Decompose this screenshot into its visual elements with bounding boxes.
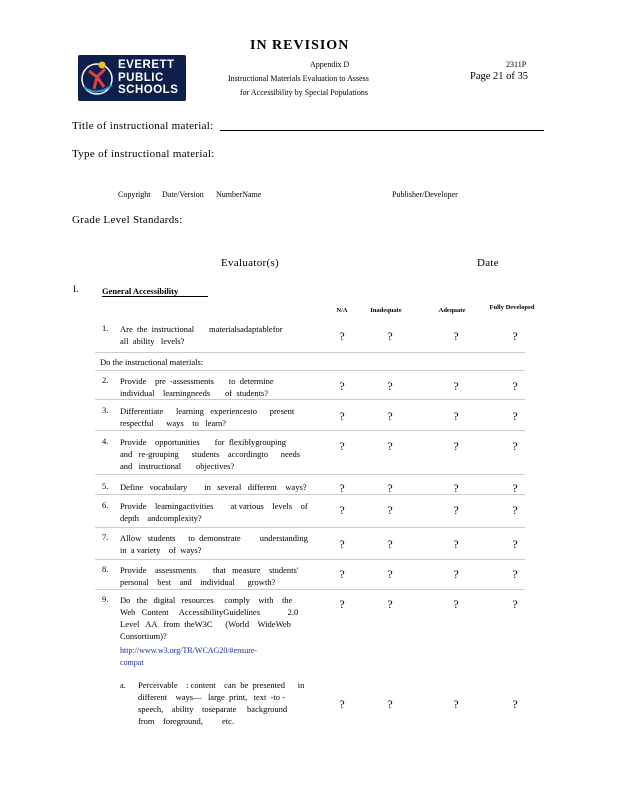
item-number: 6. <box>102 500 109 510</box>
row-divider <box>95 474 525 475</box>
item-number: 2. <box>102 375 109 385</box>
rating-mark[interactable]: ? <box>512 409 518 423</box>
item-text-line: individual learningneeds of students? <box>120 388 269 398</box>
publisher-label: Publisher/Developer <box>392 190 458 199</box>
rating-mark[interactable]: ? <box>387 597 393 611</box>
logo-line-3: SCHOOLS <box>118 84 179 96</box>
date-version-label: Date/Version <box>162 190 204 199</box>
subitem-letter: a. <box>120 680 126 690</box>
item-number: 7. <box>102 532 109 542</box>
rating-mark[interactable]: ? <box>387 537 393 551</box>
rating-mark[interactable]: ? <box>387 567 393 581</box>
row-divider <box>95 559 525 560</box>
item-text-line: Are the instructional materialsadaptablefor <box>120 324 283 334</box>
rating-mark[interactable]: ? <box>339 379 345 393</box>
rating-mark[interactable]: ? <box>339 503 345 517</box>
item-number: 3. <box>102 405 109 415</box>
rating-mark[interactable]: ? <box>512 537 518 551</box>
subitem-text-line: speech, ability toseparate background <box>138 704 288 714</box>
row-divider <box>95 430 525 431</box>
rating-mark[interactable]: ? <box>453 597 459 611</box>
rating-mark[interactable]: ? <box>339 329 345 343</box>
copyright-label: Copyright <box>118 190 151 199</box>
item-text-line: Do the digital resources comply with the <box>120 595 293 605</box>
row-divider <box>95 589 525 590</box>
item-text-line: Consortium)? <box>120 631 167 641</box>
rating-mark[interactable]: ? <box>453 379 459 393</box>
item-text-line: Provide pre -assessments to determine <box>120 376 274 386</box>
rating-mark[interactable]: ? <box>453 537 459 551</box>
rating-mark[interactable]: ? <box>453 329 459 343</box>
rating-mark[interactable]: ? <box>512 439 518 453</box>
subitem-text-line: different ways— large print, text -to - <box>138 692 285 702</box>
rating-mark[interactable]: ? <box>512 379 518 393</box>
item-number: 4. <box>102 436 109 446</box>
item-number: 9. <box>102 594 109 604</box>
section-title: General Accessibility <box>102 286 208 297</box>
title-field[interactable] <box>220 130 544 131</box>
header-line-2: for Accessibility by Special Populations <box>240 88 368 97</box>
col-adequate: Adequate <box>438 307 466 314</box>
rating-mark[interactable]: ? <box>512 503 518 517</box>
header-line-1: Instructional Materials Evaluation to Assess <box>228 74 369 83</box>
rating-mark[interactable]: ? <box>339 439 345 453</box>
rating-mark[interactable]: ? <box>512 567 518 581</box>
rating-mark[interactable]: ? <box>453 481 459 495</box>
rating-mark[interactable]: ? <box>453 439 459 453</box>
subitem-text-line: Perceivable : content can be presented in <box>138 680 305 690</box>
logo-line-2: PUBLIC <box>118 71 164 84</box>
section-numeral: I. <box>73 285 79 295</box>
date-label: Date <box>477 257 499 269</box>
item-text-line: Provide opportunities for flexiblygrouping <box>120 437 286 447</box>
row-divider <box>95 370 525 371</box>
title-label: Title of instructional material: <box>72 120 214 132</box>
district-logo <box>78 55 186 101</box>
star-figure-icon <box>80 57 118 99</box>
rating-mark[interactable]: ? <box>453 567 459 581</box>
logo-line-1: EVERETT <box>118 59 175 71</box>
evaluator-label: Evaluator(s) <box>221 257 279 269</box>
rating-mark[interactable]: ? <box>339 409 345 423</box>
wcag-link[interactable]: compat <box>120 658 144 667</box>
col-inadequate: Inadequate <box>370 307 402 314</box>
item-text-line: and re-grouping students accordingto needs <box>120 449 301 459</box>
rating-mark[interactable]: ? <box>453 503 459 517</box>
rating-mark[interactable]: ? <box>387 481 393 495</box>
subitem-text-line: from foreground, etc. <box>138 716 235 726</box>
wcag-link[interactable]: http://www.w3.org/TR/WCAG20/#ensure- <box>120 646 258 655</box>
rating-mark[interactable]: ? <box>512 329 518 343</box>
col-fully-developed: Fully Developed <box>489 304 535 311</box>
item-number: 5. <box>102 481 109 491</box>
rating-mark[interactable]: ? <box>512 697 518 711</box>
item-text-line: all ability levels? <box>120 336 185 346</box>
item-number: 8. <box>102 564 109 574</box>
revision-status: IN REVISION <box>250 38 350 53</box>
grade-standards-label: Grade Level Standards: <box>72 214 183 226</box>
rating-mark[interactable]: ? <box>387 379 393 393</box>
item-text-line: Define vocabulary in several different ways? <box>120 482 307 492</box>
item-text-line: Provide assessments that measure students' <box>120 565 299 575</box>
rating-mark[interactable]: ? <box>387 409 393 423</box>
rating-mark[interactable]: ? <box>387 697 393 711</box>
rating-mark[interactable]: ? <box>512 597 518 611</box>
policy-code: 2311P <box>506 60 527 69</box>
item-text-line: Allow students to demonstrate understanding <box>120 533 308 543</box>
item-number: 1. <box>102 323 109 333</box>
rating-mark[interactable]: ? <box>387 503 393 517</box>
item-text-line: personal best and individual growth? <box>120 577 276 587</box>
row-divider <box>95 527 525 528</box>
rating-mark[interactable]: ? <box>339 697 345 711</box>
row-divider <box>95 399 525 400</box>
rating-mark[interactable]: ? <box>453 409 459 423</box>
item-text-line: and instructional objectives? <box>120 461 235 471</box>
appendix-label: Appendix D <box>310 60 350 69</box>
rating-mark[interactable]: ? <box>453 697 459 711</box>
col-na: N/A <box>336 307 348 314</box>
items-intro: Do the instructional materials: <box>100 357 204 367</box>
rating-mark[interactable]: ? <box>387 439 393 453</box>
rating-mark[interactable]: ? <box>512 481 518 495</box>
rating-mark[interactable]: ? <box>387 329 393 343</box>
rating-mark[interactable]: ? <box>339 481 345 495</box>
rating-mark[interactable]: ? <box>339 567 345 581</box>
item-text-line: Differentiate learning experiencesto present <box>120 406 295 416</box>
page-number: Page 21 of 35 <box>470 71 529 82</box>
row-divider <box>95 352 525 353</box>
rating-mark[interactable]: ? <box>339 537 345 551</box>
item-text-line: depth andcomplexity? <box>120 513 202 523</box>
item-text-line: in a variety of ways? <box>120 545 202 555</box>
number-name-label: NumberName <box>216 190 262 199</box>
item-text-line: Level AA from theW3C (World WideWeb <box>120 619 291 629</box>
rating-mark[interactable]: ? <box>339 597 345 611</box>
type-label: Type of instructional material: <box>72 148 215 160</box>
item-text-line: respectful ways to learn? <box>120 418 226 428</box>
item-text-line: Provide learningactivities at various levels of <box>120 501 308 511</box>
item-text-line: Web Content AccessibilityGuidelines 2.0 <box>120 607 299 617</box>
